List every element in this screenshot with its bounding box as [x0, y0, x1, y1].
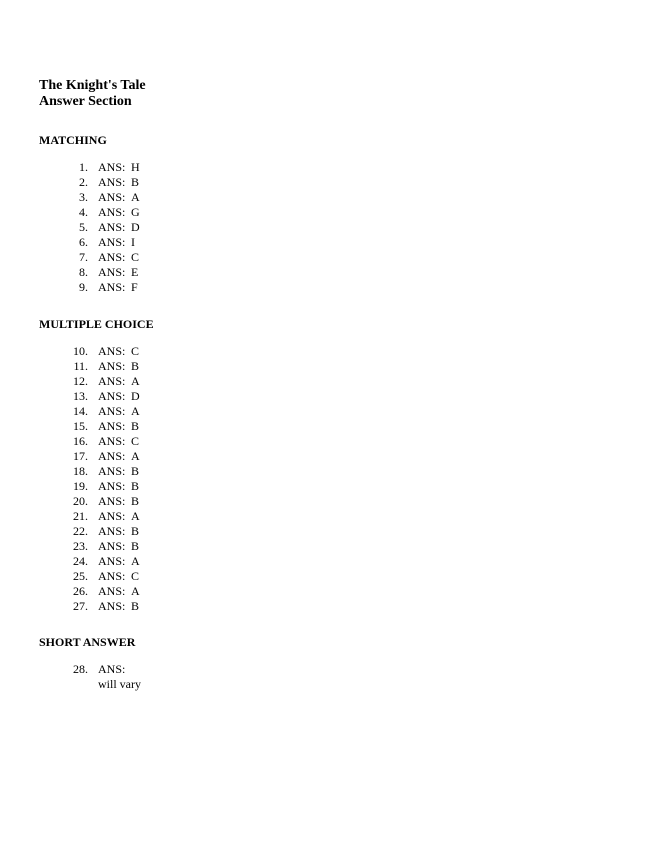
answer-row: [0, 389, 300, 404]
answer-row: [0, 359, 300, 374]
answer-row: [0, 374, 300, 389]
answer-label: ANS:: [98, 662, 126, 676]
answer-value: D: [131, 389, 140, 403]
answer-label: ANS:: [98, 265, 126, 279]
answer-label: ANS:: [98, 434, 126, 448]
answer-value: A: [131, 374, 140, 388]
question-number: 24.: [73, 554, 88, 568]
question-number: 28.: [73, 662, 88, 676]
answer-row: [0, 280, 300, 295]
answer-label: ANS:: [98, 220, 126, 234]
answer-label: ANS:: [98, 494, 126, 508]
answer-row: [0, 235, 300, 250]
question-number: 15.: [73, 419, 88, 433]
answer-label: ANS:: [98, 344, 126, 358]
question-number: 25.: [73, 569, 88, 583]
question-number: 13.: [73, 389, 88, 403]
answer-value: B: [131, 479, 140, 493]
short-answer-heading: SHORT ANSWER: [39, 635, 136, 649]
answer-value: A: [131, 449, 140, 463]
question-number: 21.: [73, 509, 88, 523]
answer-value: B: [131, 359, 140, 373]
answer-row: [0, 265, 300, 280]
answer-value: B: [131, 175, 140, 189]
answer-value: F: [131, 280, 138, 294]
answer-label: ANS:: [98, 584, 126, 598]
question-number: 4.: [79, 205, 88, 219]
answer-row: [0, 539, 300, 554]
answer-label: ANS:: [98, 280, 126, 294]
answer-row: [0, 419, 300, 434]
answer-label: ANS:: [98, 359, 126, 373]
multiple-choice-answer-list: [0, 344, 300, 614]
answer-row: [0, 554, 300, 569]
answer-value: A: [131, 190, 140, 204]
question-number: 16.: [73, 434, 88, 448]
question-number: 22.: [73, 524, 88, 538]
answer-value: A: [131, 584, 140, 598]
answer-row: [0, 479, 300, 494]
answer-value: B: [131, 539, 140, 553]
answer-row: [0, 569, 300, 584]
matching-heading: MATCHING: [39, 133, 107, 147]
answer-value: I: [131, 235, 135, 249]
answer-label: ANS:: [98, 235, 126, 249]
answer-value: B: [131, 494, 140, 508]
answer-value: C: [131, 344, 140, 358]
answer-value: C: [131, 434, 140, 448]
answer-value: B: [131, 599, 140, 613]
matching-answer-list: [0, 160, 300, 295]
question-number: 8.: [79, 265, 88, 279]
answer-row: [0, 175, 300, 190]
answer-row: [0, 404, 300, 419]
answer-label: ANS:: [98, 479, 126, 493]
question-number: 11.: [73, 359, 88, 373]
answer-value: C: [131, 569, 140, 583]
answer-value: A: [131, 509, 140, 523]
answer-row: [0, 190, 300, 205]
answer-row: [0, 464, 300, 479]
answer-label: ANS:: [98, 539, 126, 553]
answer-label: ANS:: [98, 404, 126, 418]
answer-label: ANS:: [98, 554, 126, 568]
answer-value: H: [131, 160, 140, 174]
answer-row: [0, 494, 300, 509]
question-number: 3.: [79, 190, 88, 204]
short-answer-answer-list: [0, 662, 300, 677]
answer-row: [0, 344, 300, 359]
answer-value: E: [131, 265, 139, 279]
answer-row: [0, 434, 300, 449]
answer-label: ANS:: [98, 374, 126, 388]
answer-value: B: [131, 464, 140, 478]
question-number: 5.: [79, 220, 88, 234]
answer-row: [0, 662, 300, 677]
answer-value: C: [131, 250, 140, 264]
multiple-choice-heading: MULTIPLE CHOICE: [39, 317, 154, 331]
question-number: 14.: [73, 404, 88, 418]
answer-row: [0, 220, 300, 235]
title-line-1: The Knight's Tale: [39, 78, 146, 93]
question-number: 20.: [73, 494, 88, 508]
answer-label: ANS:: [98, 250, 126, 264]
answer-label: ANS:: [98, 190, 126, 204]
answer-row: [0, 205, 300, 220]
answer-row: [0, 250, 300, 265]
short-answer-text: will vary: [98, 677, 141, 691]
answer-value: A: [131, 554, 140, 568]
answer-value: D: [131, 220, 140, 234]
answer-row: [0, 160, 300, 175]
answer-label: ANS:: [98, 175, 126, 189]
answer-label: ANS:: [98, 599, 126, 613]
question-number: 19.: [73, 479, 88, 493]
answer-label: ANS:: [98, 524, 126, 538]
answer-value: A: [131, 404, 140, 418]
answer-label: ANS:: [98, 464, 126, 478]
question-number: 27.: [73, 599, 88, 613]
answer-label: ANS:: [98, 389, 126, 403]
document-title: [39, 78, 146, 110]
question-number: 6.: [79, 235, 88, 249]
title-line-2: Answer Section: [39, 94, 132, 109]
question-number: 1.: [79, 160, 88, 174]
question-number: 26.: [73, 584, 88, 598]
answer-row: [0, 584, 300, 599]
answer-label: ANS:: [98, 205, 126, 219]
question-number: 18.: [73, 464, 88, 478]
answer-label: ANS:: [98, 160, 126, 174]
answer-label: ANS:: [98, 569, 126, 583]
question-number: 7.: [79, 250, 88, 264]
question-number: 17.: [73, 449, 88, 463]
answer-value: B: [131, 419, 140, 433]
question-number: 10.: [73, 344, 88, 358]
answer-row: [0, 449, 300, 464]
answer-value: B: [131, 524, 140, 538]
question-number: 23.: [73, 539, 88, 553]
question-number: 12.: [73, 374, 88, 388]
answer-row: [0, 599, 300, 614]
answer-label: ANS:: [98, 449, 126, 463]
answer-row: [0, 524, 300, 539]
answer-label: ANS:: [98, 419, 126, 433]
answer-value: G: [131, 205, 140, 219]
question-number: 9.: [79, 280, 88, 294]
answer-row: [0, 509, 300, 524]
question-number: 2.: [79, 175, 88, 189]
answer-label: ANS:: [98, 509, 126, 523]
